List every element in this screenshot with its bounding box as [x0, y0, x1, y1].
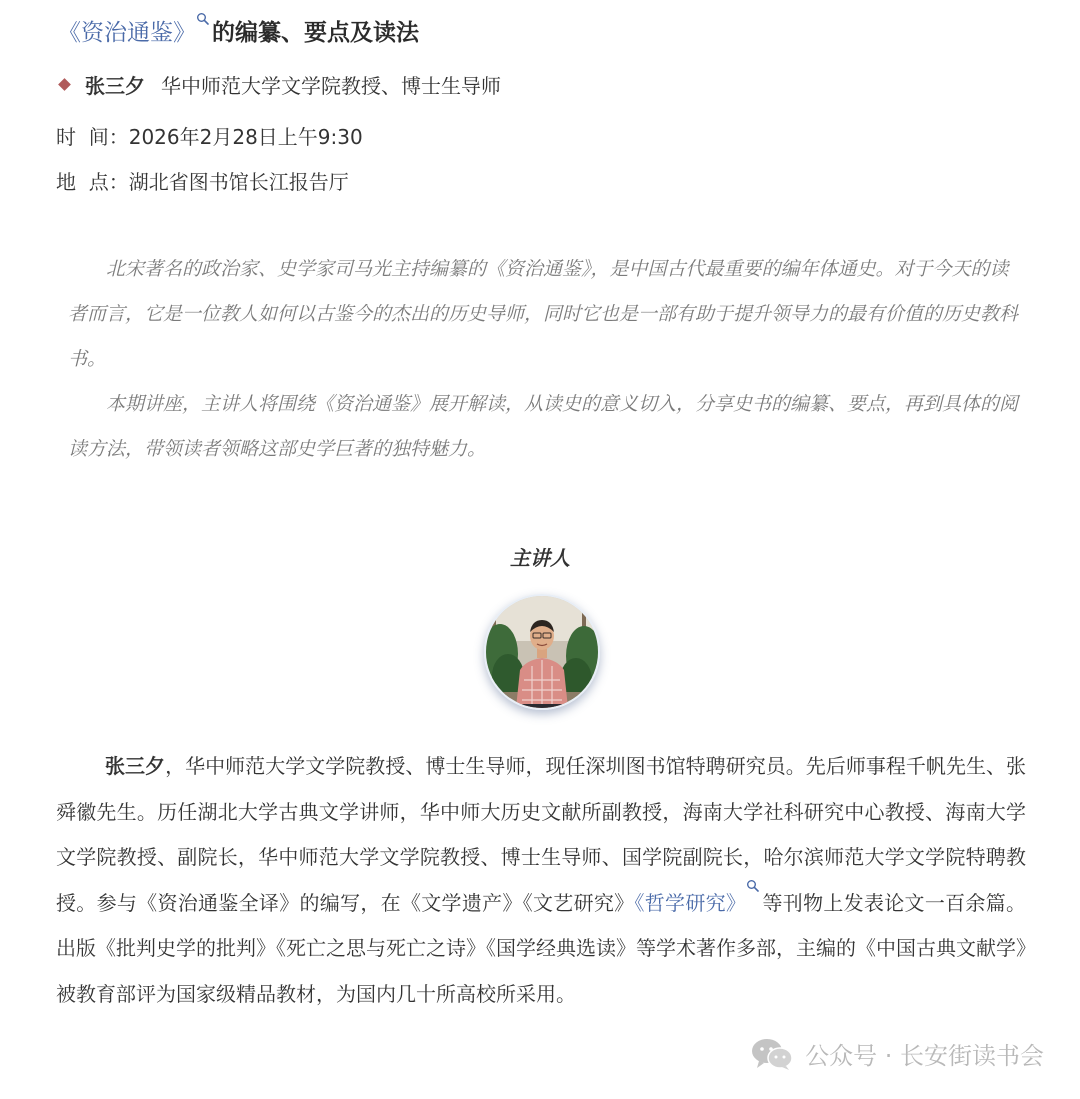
bio-text-1: ，华中师范大学文学院教授、博士生导师，现任深圳图书馆特聘研究员。先后师事程千帆先生、张舜徽先生。历任湖北大学古典文学讲师，华中师大历史文献所副教授，海南大学社科研究中心教授、海南大学文学院教授、副院长，华中师范大学文学院教授、博士生导师、国学院副院长，哈尔滨师范大学文学院特聘教授。参与《资治通鉴全译》的编写，在《文学遗产》《文艺研究》	[56, 754, 1027, 915]
place-label: 地 点：	[56, 170, 129, 194]
diamond-bullet-icon	[58, 78, 71, 91]
avatar-portrait-illustration	[486, 596, 598, 708]
wechat-icon	[751, 1037, 793, 1071]
speaker-section-heading: 主讲人	[510, 546, 570, 570]
speaker-title: 华中师范大学文学院教授、博士生导师	[161, 74, 501, 98]
event-place	[56, 166, 349, 195]
intro-paragraph-1: 北宋著名的政治家、史学家司马光主持编纂的《资治通鉴》，是中国古代最重要的编年体通史。对于今天的读者而言，它是一位教人如何以古鉴今的杰出的历史导师，同时它也是一部有助于提升领导力的最有价值的历史教科书。	[68, 258, 1019, 370]
event-time	[56, 121, 363, 150]
bio-journal-link[interactable]: 《哲学研究》	[634, 890, 747, 915]
time-value: 2026年2月28日上午9:30	[128, 125, 363, 149]
watermark	[751, 1036, 1044, 1071]
search-icon[interactable]	[196, 12, 210, 26]
speaker-line	[56, 70, 501, 99]
speaker-avatar	[484, 594, 600, 710]
watermark-text: 公众号 · 长安街读书会	[805, 1042, 1044, 1070]
intro-paragraph-2: 本期讲座，主讲人将围绕《资治通鉴》展开解读，从读史的意义切入，分享史书的编纂、要点，再到具体的阅读方法，带领读者领略这部史学巨著的独特魅力。	[68, 393, 1019, 460]
bio-name: 张三夕	[105, 754, 166, 778]
title-text: 的编纂、要点及读法	[212, 20, 419, 46]
title-book-link[interactable]: 《资治通鉴》	[58, 20, 196, 46]
speaker-name: 张三夕	[85, 74, 145, 98]
article-title	[58, 14, 419, 47]
place-value: 湖北省图书馆长江报告厅	[128, 170, 349, 194]
bio-text-2: 等刊物上发表论文一百余篇。出版《批判史学的批判》《死亡之思与死亡之诗》《国学经典选读》等学术著作多部，主编的《中国古典文献学》被教育部评为国家级精品教材，为国内几十所高校所采用。	[56, 890, 1027, 1006]
speaker-bio	[56, 744, 1026, 1017]
time-label: 时 间：	[56, 125, 129, 149]
search-icon[interactable]	[746, 879, 760, 893]
